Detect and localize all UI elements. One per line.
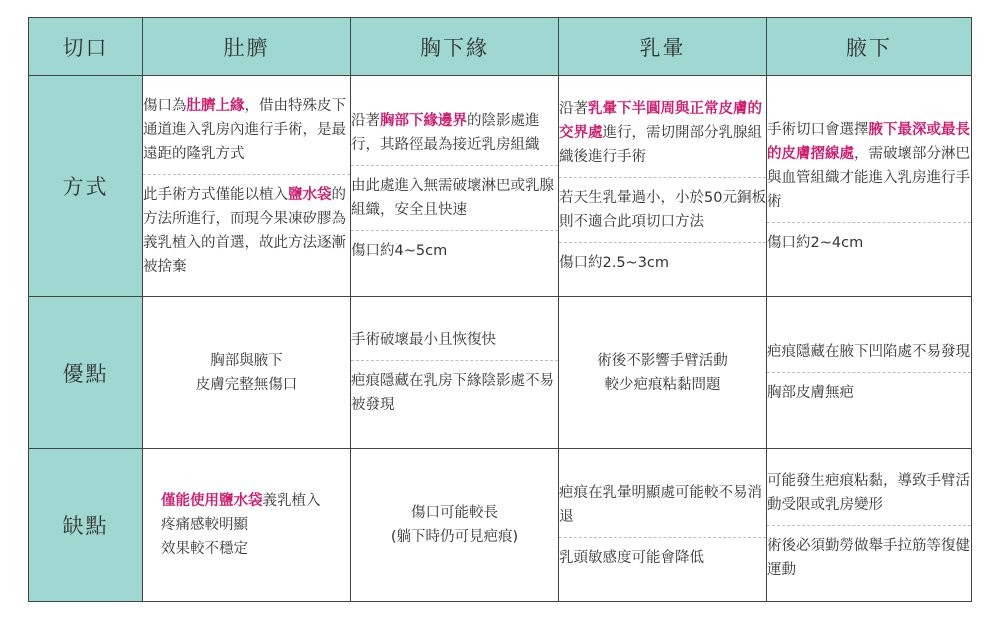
method-armpit <box>767 76 972 297</box>
method-chest-fold <box>351 76 559 297</box>
text: 手術切口會選擇 <box>767 121 869 138</box>
text: 的方法所進行，而現今果凍矽膠為義乳植入的首選，故此方法逐漸被捨棄 <box>143 186 346 275</box>
cons-chest-fold <box>351 449 559 602</box>
header-armpit: 腋下 <box>767 18 972 76</box>
method-chest-block-3: 傷口約4~5cm <box>351 230 558 271</box>
text: 沿著 <box>559 101 588 117</box>
cons-navel-line-3: 效果較不穩定 <box>161 541 248 557</box>
cons-areola <box>559 449 767 602</box>
text: 沿著 <box>351 113 380 129</box>
pros-navel-line-1: 胸部與腋下 <box>210 352 283 369</box>
text: 的陰影處進行，其路徑最為接近乳房組織 <box>351 113 540 153</box>
text: 進行，需切開部分乳腺組織後進行手術 <box>559 125 762 165</box>
row-cons <box>29 449 972 602</box>
cons-areola-block-2: 乳頭敏感度可能會降低 <box>559 537 766 578</box>
method-chest-block-2: 由此處進入無需破壞淋巴或乳腺組織，安全且快速 <box>351 165 558 230</box>
cons-armpit <box>767 449 972 602</box>
pros-areola-line-1: 術後不影響手臂活動 <box>597 352 728 369</box>
highlight-text: 僅能使用鹽水袋 <box>161 493 263 509</box>
cons-navel <box>143 449 351 602</box>
highlight-text: 胸部下緣邊界 <box>380 113 467 129</box>
text: ，借由特殊皮下通道進入乳房內進行手術，是最遠距的隆乳方式 <box>143 97 346 162</box>
cons-armpit-block-1: 可能發生疤痕粘黏，導致手臂活動受限或乳房變形 <box>767 472 970 513</box>
row-label-pros: 優點 <box>29 297 143 449</box>
method-chest-block-1 <box>351 101 558 165</box>
pros-chest-block-1: 手術破壞最小且恢復快 <box>351 332 496 348</box>
header-areola: 乳暈 <box>559 18 767 76</box>
row-method <box>29 76 972 297</box>
header-chest-fold: 胸下緣 <box>351 18 559 76</box>
method-areola-block-1 <box>559 89 766 177</box>
method-areola <box>559 76 767 297</box>
cons-chest-line-1: 傷口可能較長 <box>411 505 498 521</box>
text: ，需破壞部分淋巴與血管組織才能進入乳房進行手術 <box>767 145 970 210</box>
cons-armpit-block-2: 術後必須勤勞做舉手拉筋等復健運動 <box>767 525 971 590</box>
highlight-text: 腋下最深或最長的皮膚摺線處 <box>767 121 970 162</box>
cons-areola-block-1: 疤痕在乳暈明顯處可能較不易消退 <box>559 484 762 525</box>
comparison-table <box>28 17 972 602</box>
pros-areola <box>559 297 767 449</box>
pros-areola-line-2: 較少疤痕粘黏問題 <box>604 376 721 393</box>
method-navel-block-2 <box>143 174 350 287</box>
pros-armpit-block-2: 胸部皮膚無疤 <box>767 372 971 413</box>
pros-navel-line-2: 皮膚完整無傷口 <box>195 376 298 393</box>
row-pros <box>29 297 972 449</box>
header-navel: 肚臍 <box>143 18 351 76</box>
cons-chest-line-2: (躺下時仍可見疤痕) <box>390 529 519 545</box>
method-areola-block-2: 若天生乳暈過小，小於50元銅板則不適合此項切口方法 <box>559 177 766 242</box>
highlight-text: 鹽水袋 <box>288 186 332 203</box>
pros-navel <box>143 297 351 449</box>
row-label-method: 方式 <box>29 76 143 297</box>
header-row <box>29 18 972 76</box>
highlight-text: 肚臍上緣 <box>186 97 245 114</box>
method-navel <box>143 76 351 297</box>
pros-chest-fold <box>351 297 559 449</box>
text: 傷口為 <box>143 97 187 114</box>
method-armpit-block-1 <box>767 110 971 222</box>
cons-navel-line-2: 疼痛感較明顯 <box>161 517 248 533</box>
header-incision: 切口 <box>29 18 143 76</box>
method-armpit-block-2: 傷口約2~4cm <box>767 222 971 263</box>
method-navel-block-1 <box>143 86 350 174</box>
pros-armpit-block-1: 疤痕隱藏在腋下凹陷處不易發現 <box>767 344 970 360</box>
pros-chest-block-2: 疤痕隱藏在乳房下緣陰影處不易被發現 <box>351 360 558 425</box>
pros-armpit <box>767 297 972 449</box>
text: 此手術方式僅能以植入 <box>143 186 288 203</box>
highlight-text: 乳暈下半圓周與正常皮膚的交界處 <box>559 101 762 141</box>
row-label-cons: 缺點 <box>29 449 143 602</box>
method-areola-block-3: 傷口約2.5~3cm <box>559 242 766 283</box>
cons-navel-line-1 <box>161 489 350 513</box>
text: 義乳植入 <box>262 493 321 509</box>
